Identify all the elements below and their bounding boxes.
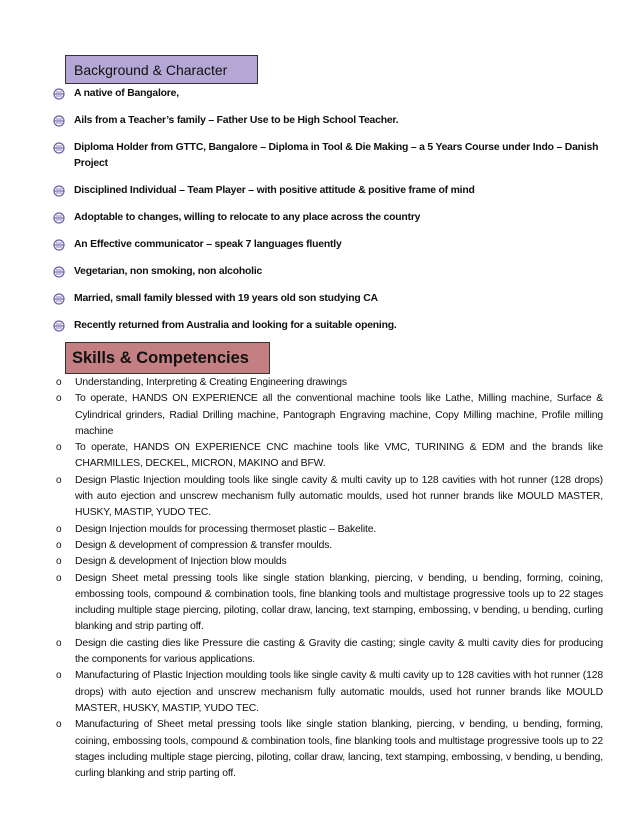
crossed-circle-bullet-icon: [53, 185, 65, 197]
circle-bullet-icon: o: [56, 442, 62, 454]
circle-bullet-icon: o: [56, 556, 62, 568]
background-item-text: Disciplined Individual – Team Player – with positive attitude & positive frame of mind: [74, 185, 475, 196]
circle-bullet-icon: o: [56, 670, 62, 682]
skills-item: [56, 440, 603, 473]
skills-item-text: To operate, HANDS ON EXPERIENCE all the conventional machine tools like Lathe, Milling machine, Surface & Cylindrical grinders, Radial Drilling machine, Pantograph Engraving machine, Copy Milling machine, Profile milling machine: [75, 393, 603, 437]
background-item-text: Diploma Holder from GTTC, Bangalore – Diploma in Tool & Die Making – a 5 Years Course under Indo – Danish Project: [74, 142, 599, 169]
background-item-text: Adoptable to changes, willing to relocate to any place across the country: [74, 212, 421, 223]
background-item: [50, 113, 610, 129]
circle-bullet-icon: o: [56, 539, 62, 551]
background-item: [50, 86, 610, 102]
crossed-circle-bullet-icon: [53, 266, 65, 278]
background-item: [50, 318, 610, 334]
skills-item-text: Manufacturing of Plastic Injection moulding tools like single cavity & multi cavity up to 128 cavities with hot runner (128 drops) with auto ejection and unscrew mechanism fully automatic moulds, used hot runner brands like MOULD MASTER, HUSKY, MASTIP, YUDO TEC.: [75, 670, 603, 714]
skills-item-text: Design & development of Injection blow moulds: [75, 556, 287, 568]
background-item: [50, 183, 610, 199]
skills-item: [56, 473, 603, 522]
background-item: [50, 140, 610, 172]
crossed-circle-bullet-icon: [53, 115, 65, 127]
skills-competencies-heading: [65, 342, 270, 374]
circle-bullet-icon: o: [56, 523, 62, 535]
background-heading-text: Background & Character: [74, 61, 228, 78]
crossed-circle-bullet-icon: [53, 320, 65, 332]
circle-bullet-icon: o: [56, 377, 62, 388]
skills-heading-text: Skills & Competencies: [72, 348, 249, 367]
background-item: [50, 210, 610, 226]
skills-item: [56, 538, 603, 554]
skills-item-text: Understanding, Interpreting & Creating Engineering drawings: [75, 377, 347, 388]
background-item: [50, 264, 610, 280]
skills-item-text: Design & development of compression & transfer moulds.: [75, 539, 332, 551]
background-item-text: Ails from a Teacher’s family – Father Use to be High School Teacher.: [74, 115, 399, 126]
background-item-text: An Effective communicator – speak 7 languages fluently: [74, 239, 342, 250]
skills-item: [56, 391, 603, 440]
skills-item: [56, 668, 603, 717]
skills-item-text: Design die casting dies like Pressure die casting & Gravity die casting; single cavity & multi cavity dies for producing the components for various applications.: [75, 637, 603, 666]
skills-item-text: Manufacturing of Sheet metal pressing tools like single station blanking, piercing, v bending, u bending, forming, coining, embossing tools, compound & combination tools, fine blanking tools and multistage progressive tools up to 22 stages including multiple stage piercing, piloting, collar draw, lancing, text stamping, embossing, v bending, u bending, curling blanking and strip parting off.: [75, 719, 603, 780]
background-item-text: A native of Bangalore,: [74, 88, 179, 99]
circle-bullet-icon: o: [56, 474, 62, 486]
background-item: [50, 237, 610, 253]
skills-item: [56, 375, 603, 391]
background-list: [50, 86, 610, 334]
circle-bullet-icon: o: [56, 572, 62, 584]
crossed-circle-bullet-icon: [53, 212, 65, 224]
circle-bullet-icon: o: [56, 719, 62, 731]
skills-item: [56, 554, 603, 570]
background-character-heading: [65, 55, 258, 84]
background-item-text: Recently returned from Australia and looking for a suitable opening.: [74, 320, 397, 331]
crossed-circle-bullet-icon: [53, 88, 65, 100]
skills-item-text: Design Sheet metal pressing tools like single station blanking, piercing, v bending, u bending, forming, coining, embossing tools, compound & combination tools, fine blanking tools and multistage progressive tools up to 22 stages including multiple stage piercing, piloting, collar draw, lancing, text stamping, embossing, v bending, u bending, curling blanking and strip parting off.: [75, 572, 603, 633]
circle-bullet-icon: o: [56, 637, 62, 649]
skills-item-text: Design Injection moulds for processing thermoset plastic – Bakelite.: [75, 523, 377, 535]
crossed-circle-bullet-icon: [53, 239, 65, 251]
skills-item: [56, 717, 603, 782]
skills-list: [56, 375, 603, 782]
background-item: [50, 291, 610, 307]
skills-item-text: Design Plastic Injection moulding tools like single cavity & multi cavity up to 128 cavities with hot runner (128 drops) with auto ejection and unscrew mechanism fully automatic moulds, used hot runner brands like MOULD MASTER, HUSKY, MASTIP, YUDO TEC.: [75, 474, 603, 519]
skills-item: [56, 571, 603, 636]
skills-item-text: To operate, HANDS ON EXPERIENCE CNC machine tools like VMC, TURINING & EDM and the brands like CHARMILLES, DECKEL, MICRON, MAKINO and BFW.: [75, 442, 603, 470]
background-item-text: Married, small family blessed with 19 years old son studying CA: [74, 293, 378, 304]
circle-bullet-icon: o: [56, 393, 62, 405]
crossed-circle-bullet-icon: [53, 293, 65, 305]
crossed-circle-bullet-icon: [53, 142, 65, 154]
skills-item: [56, 636, 603, 669]
skills-item: [56, 522, 603, 538]
background-item-text: Vegetarian, non smoking, non alcoholic: [74, 266, 263, 277]
